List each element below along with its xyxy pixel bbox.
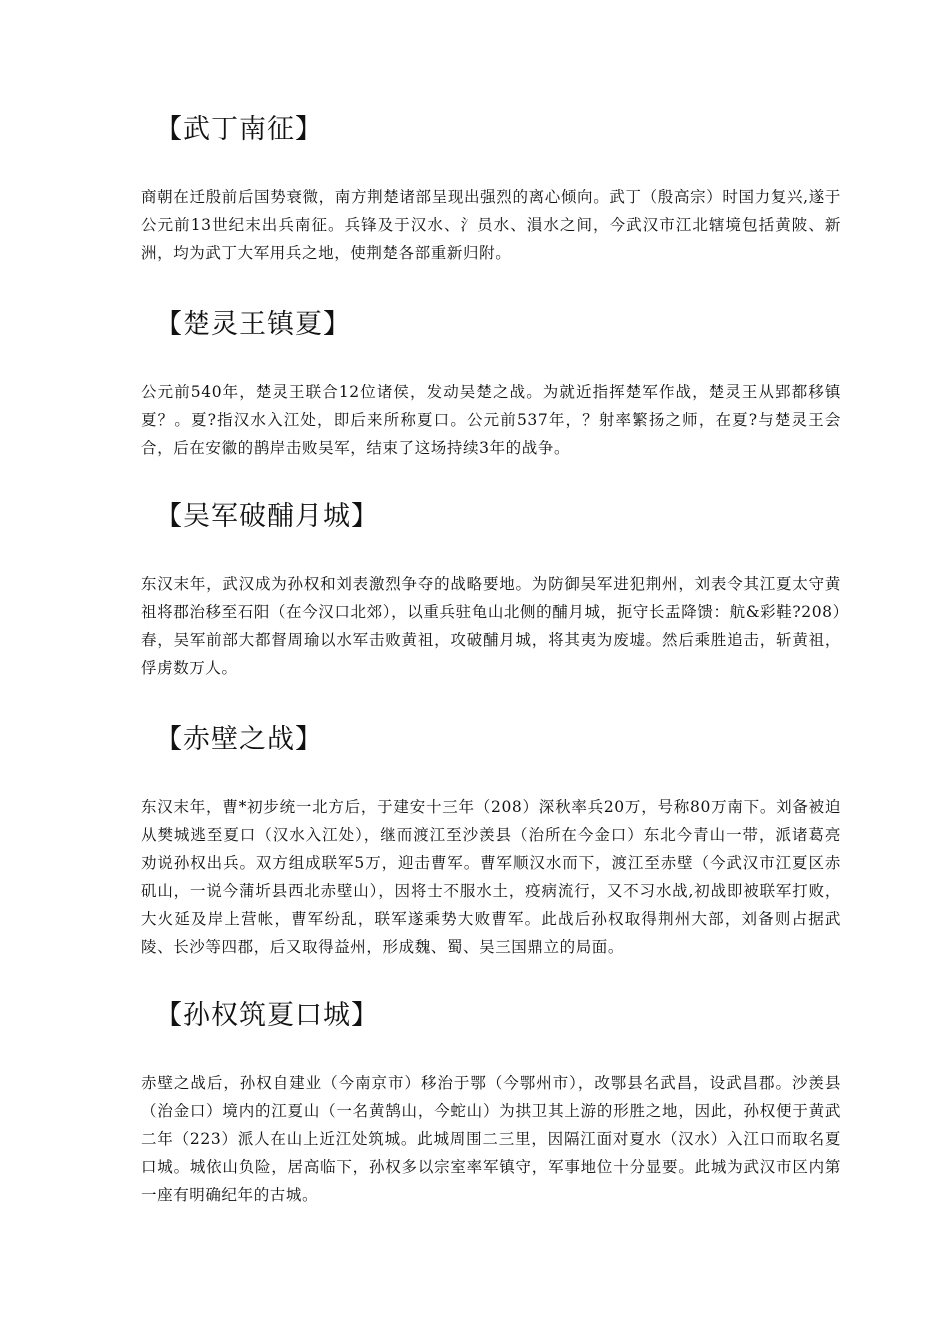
section-heading: 【吴军破酺月城】 [155, 501, 379, 532]
section-body: 东汉末年，武汉成为孙权和刘表激烈争夺的战略要地。为防御吴军进犯荆州，刘表令其江夏太守黄祖将郡治移至石阳（在今汉口北郊），以重兵驻龟山北侧的酺月城，扼守长盂降馈：航&彩鞋?208）春，吴军前部大都督周瑜以水军击败黄祖，攻破酺月城，将其夷为废墟。然后乘胜追击，斩黄祖，俘虏数万人。 [141, 575, 841, 677]
section-heading: 【孙权筑夏口城】 [155, 1000, 379, 1031]
section-heading: 【武丁南征】 [155, 114, 323, 145]
section-wujun [141, 497, 841, 682]
section-body: 公元前540年，楚灵王联合12位诸侯，发动吴楚之战。为就近指挥楚军作战，楚灵王从郢都移镇夏？。夏?指汉水入江处，即后来所称夏口。公元前537年，？射率繁扬之师，在夏?与楚灵王会合，后在安徽的鹊岸击败吴军，结束了这场持续3年的战争。 [141, 383, 841, 457]
section-heading: 【赤壁之战】 [155, 724, 323, 755]
document-content [141, 110, 841, 1241]
section-sunquan [141, 996, 841, 1209]
section-body: 赤壁之战后，孙权自建业（今南京市）移治于鄂（今鄂州市），改鄂县名武昌，设武昌郡。沙羡县（治金口）境内的江夏山（一名黄鹄山，今蛇山）为拱卫其上游的形胜之地，因此，孙权便于黄武二年（223）派人在山上近江处筑城。此城周围二三里，因隔江面对夏水（汉水）入江口而取名夏口城。城依山负险，居高临下，孙权多以宗室率军镇守，军事地位十分显要。此城为武汉市区内第一座有明确纪年的古城。 [141, 1074, 841, 1204]
section-chibi [141, 720, 841, 961]
section-heading: 【楚灵王镇夏】 [155, 309, 351, 340]
section-chulingwang [141, 305, 841, 462]
section-body: 东汉末年，曹*初步统一北方后，于建安十三年（208）深秋率兵20万，号称80万南下。刘备被迫从樊城逃至夏口（汉水入江处），继而渡江至沙羡县（治所在今金口）东北今青山一带，派诸葛亮劝说孙权出兵。双方组成联军5万，迎击曹军。曹军顺汉水而下，渡江至赤壁（今武汉市江夏区赤矶山，一说今蒲圻县西北赤壁山），因将士不服水土，疫病流行，又不习水战,初战即被联军打败，大火延及岸上营帐，曹军纷乱，联军遂乘势大败曹军。此战后孙权取得荆州大部，刘备则占据武陵、长沙等四郡，后又取得益州，形成魏、蜀、吴三国鼎立的局面。 [141, 798, 841, 956]
section-wuding [141, 110, 841, 267]
section-body: 商朝在迁殷前后国势衰微，南方荆楚诸部呈现出强烈的离心倾向。武丁（殷高宗）时国力复兴,遂于公元前13世纪末出兵南征。兵锋及于汉水、氵员水、溳水之间，今武汉市江北辖境包括黄陂、新洲，均为武丁大军用兵之地，使荆楚各部重新归附。 [141, 188, 841, 262]
